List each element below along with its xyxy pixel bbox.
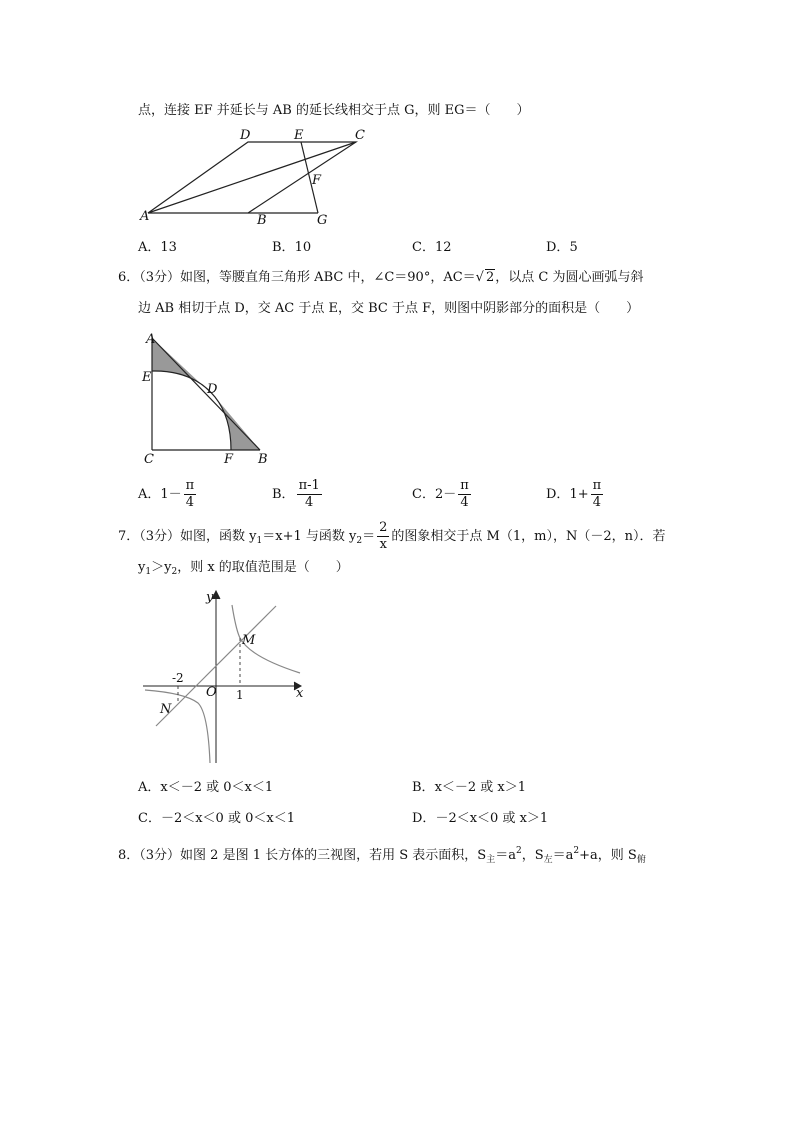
q5-label-a: A: [140, 209, 150, 224]
q5-label-c: C: [355, 128, 365, 143]
q6-option-c: C．2－ $\frac{\pi}{4}$: [412, 478, 469, 510]
q6-option-a: A．1－ $\frac{\pi}{4}$: [138, 478, 195, 510]
q8-stem: 8．（3分）如图 2 是图 1 长方体的三视图，若用 S 表示面积，$S_主=a^2$，$S_左=a^2+a$，则 $S_俯$: [118, 846, 646, 865]
q7-label-y: y: [206, 590, 214, 605]
q5-label-b: B: [257, 213, 267, 228]
q7-label-n: N: [160, 702, 172, 717]
q7-label-x: x: [296, 686, 304, 701]
q6-label-e: E: [142, 370, 152, 385]
q6-shaded-region-lower: [215, 397, 260, 450]
q5-option-d: D．5: [546, 240, 578, 255]
q5-label-d: D: [240, 128, 251, 143]
q6-label-f: F: [224, 452, 234, 467]
q5-option-b: B．10: [272, 240, 312, 255]
q7-stem-line1: 7．（3分）如图，函数 $y_1=x+1$ 与函数 $y_2=$ $\frac{2}{x}$ 的图象相交于点 M（1，m），N（－2，n）．若: [118, 520, 666, 552]
q5-parallelogram-figure: [138, 128, 378, 228]
q7-label-neg2: -2: [172, 671, 184, 685]
q6-option-b: B． $\frac{\pi-1}{4}$: [272, 478, 320, 510]
q6-triangle-figure: [138, 330, 278, 465]
q6-label-b: B: [258, 452, 268, 467]
q7-stem-line2: $y_1>y_2$，则 x 的取值范围是（ ）: [138, 560, 349, 577]
q7-option-d: D．－2＜x＜0 或 x＞1: [412, 811, 549, 826]
q5-label-e: E: [294, 128, 304, 143]
q6-stem-line1: 6．（3分）如图，等腰直角三角形 ABC 中，∠C＝90°，AC＝√ 2，以点 C 为圆心画弧与斜: [118, 270, 644, 285]
q5-option-c: C．12: [412, 240, 452, 255]
q6-label-a: A: [146, 332, 156, 347]
q6-option-d: D．1+ $\frac{\pi}{4}$: [546, 478, 602, 510]
q6-label-d: D: [207, 382, 218, 397]
q7-label-o: O: [206, 685, 217, 700]
q7-label-m: M: [242, 633, 256, 648]
q5-stem-tail: 点，连接 EF 并延长与 AB 的延长线相交于点 G，则 EG＝（ ）: [138, 103, 530, 118]
q7-option-a: A．x＜－2 或 0＜x＜1: [138, 780, 274, 795]
q7-option-c: C．－2＜x＜0 或 0＜x＜1: [138, 811, 295, 826]
q6-side-ab: [152, 338, 260, 450]
q5-diagonal-ac: [148, 142, 356, 213]
q5-option-a: A．13: [138, 240, 177, 255]
q5-label-g: G: [317, 213, 328, 228]
q7-label-one: 1: [236, 688, 244, 702]
q6-stem-line2: 边 AB 相切于点 D，交 AC 于点 E，交 BC 于点 F，则图中阴影部分的面积是（ ）: [138, 301, 640, 316]
q7-graph-figure: [140, 585, 315, 765]
q6-sqrt-2: 2: [485, 270, 495, 285]
q5-label-f: F: [312, 173, 322, 188]
q7-option-b: B．x＜－2 或 x＞1: [412, 780, 527, 795]
q7-hyperbola-branch-2: [145, 690, 210, 763]
q6-label-c: C: [144, 452, 154, 467]
q6-arc-ef: [152, 371, 231, 450]
